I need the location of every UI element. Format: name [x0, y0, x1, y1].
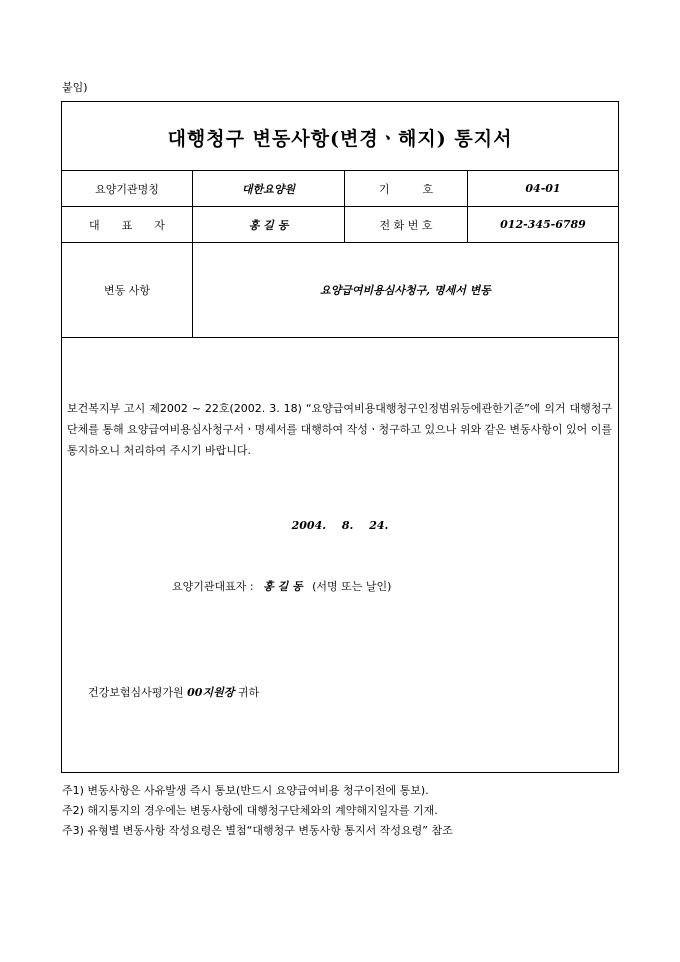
phone-value: 012-345-6789 — [500, 218, 586, 231]
attachment-label: 붙임) — [62, 81, 88, 94]
notice-form — [61, 101, 619, 773]
symbol-value: 04-01 — [525, 182, 561, 195]
notice-paragraph: 보건복지부 고시 제2002 ~ 22호(2002. 3. 18) “요양급여비용대행청구인정범위등에관한기준”에 의거 대행청구단체를 통해 요양급여비용심사청구서ㆍ명세서를 대행하여 작성ㆍ청구하고 있으나 위와 같은 변동사항이 있어 이를 통지하오니 처리하여 주시기 바랍니다. — [67, 402, 613, 457]
footnote-2: 주2) 해지통지의 경우에는 변동사항에 대행청구단체와의 계약해지일자를 기재. — [62, 804, 438, 817]
signature-prefix: 요양기관대표자 : — [172, 580, 254, 593]
change-row — [62, 243, 618, 338]
change-value: 요양급여비용심사청구, 명세서 변동 — [320, 284, 491, 297]
footnote-1: 주1) 변동사항은 사유발생 즉시 통보(반드시 요양급여비용 청구이전에 통보). — [62, 784, 429, 797]
institution-row — [62, 171, 618, 207]
institution-label: 요양기관명칭 — [62, 171, 193, 206]
addressee-line — [88, 684, 259, 700]
symbol-label: 기 호 — [345, 171, 468, 206]
representative-row — [62, 207, 618, 243]
notice-date: 2004. 8. 24. — [291, 519, 389, 532]
representative-value: 홍 길 동 — [193, 207, 345, 242]
title-row — [62, 102, 618, 171]
phone-label: 전 화 번 호 — [345, 207, 468, 242]
addressee-name: 건강보험심사평가원 — [88, 686, 184, 699]
footnotes — [62, 781, 453, 841]
representative-label: 대 표 자 — [62, 207, 193, 242]
signature-name: 홍 길 동 — [263, 580, 303, 593]
addressee-suffix: 귀하 — [237, 686, 260, 699]
form-title: 대행청구 변동사항(변경ㆍ해지) 통지서 — [167, 128, 513, 150]
change-label: 변동 사항 — [62, 243, 193, 337]
signature-suffix: (서명 또는 날인) — [312, 580, 392, 593]
signature-line — [172, 578, 391, 594]
notice-body — [62, 338, 618, 772]
footnote-3: 주3) 유형별 변동사항 작성요령은 별첨“대행청구 변동사항 통지서 작성요령” 참조 — [62, 824, 453, 837]
addressee-branch: 00지원장 — [187, 686, 235, 699]
institution-value: 대한요양원 — [193, 171, 345, 206]
